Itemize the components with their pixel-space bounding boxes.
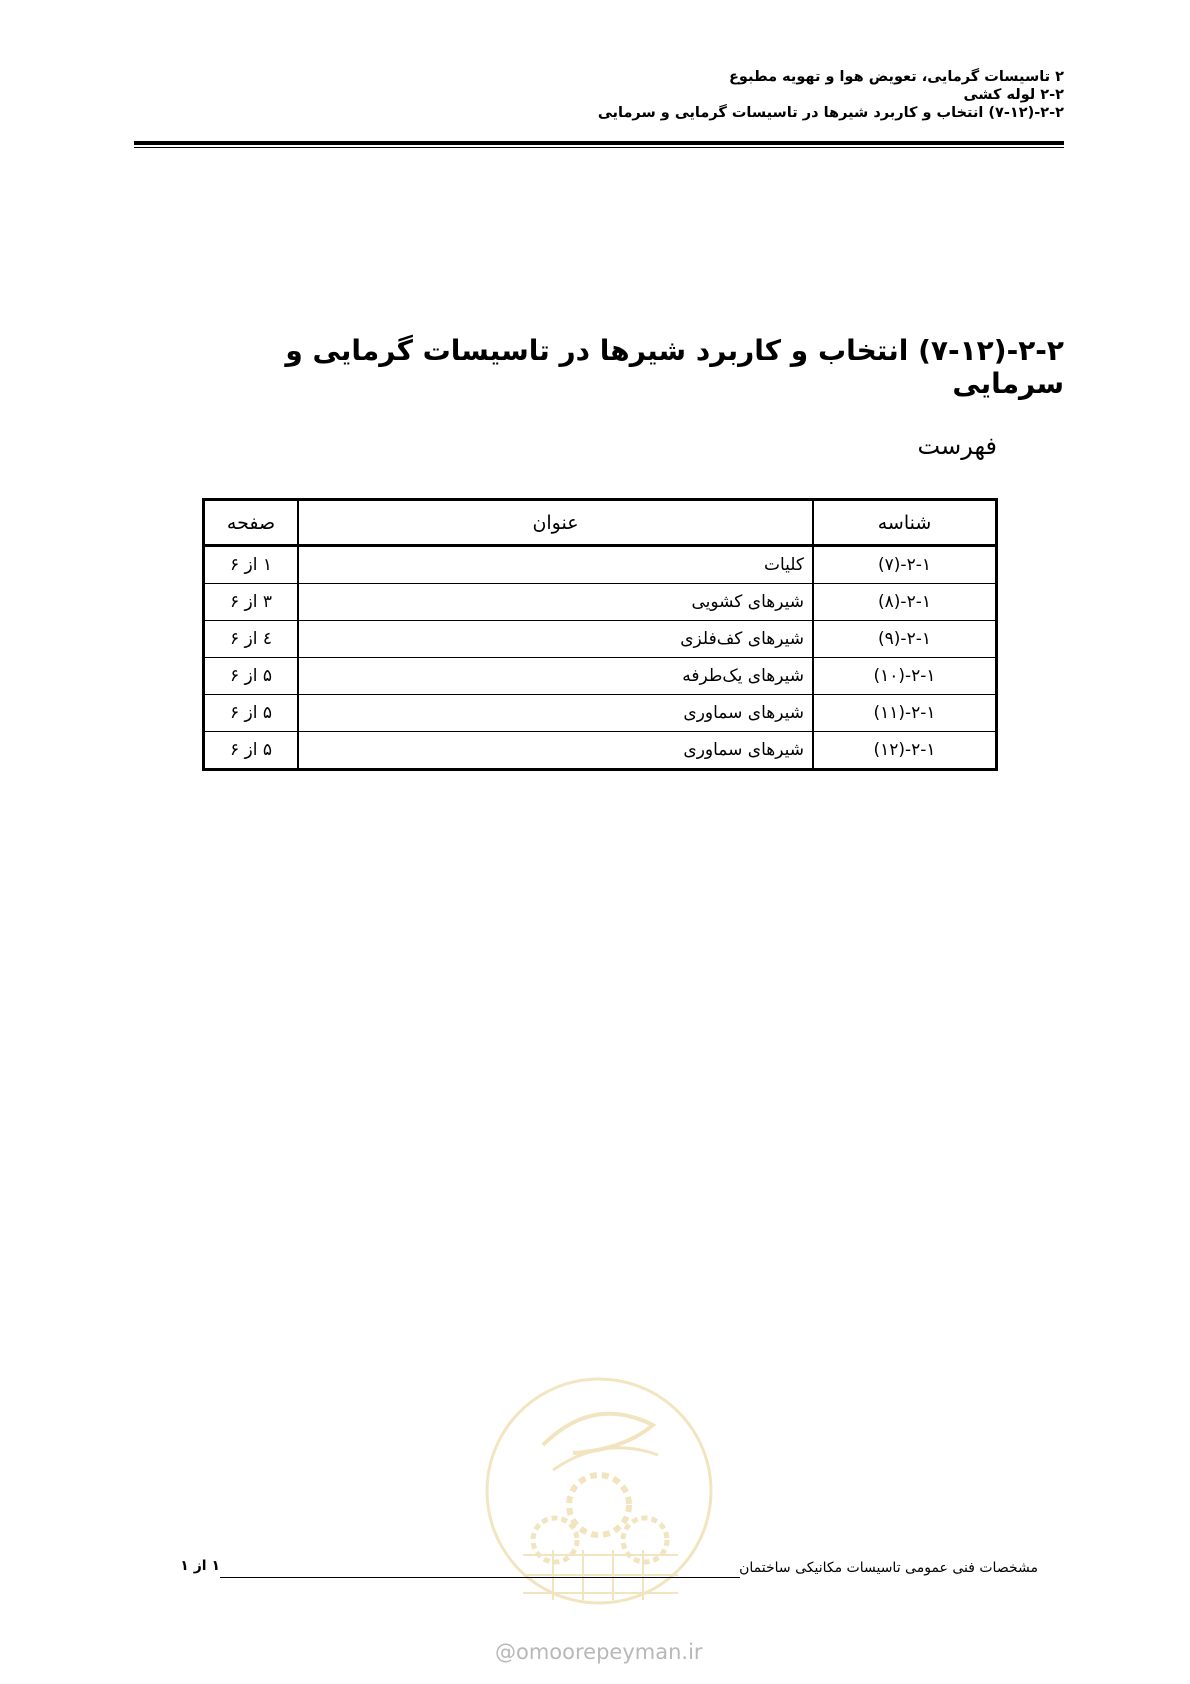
toc-heading: فهرست (917, 432, 997, 460)
page-header (134, 68, 1064, 122)
toc-cell-page: ۳ از ۶ (204, 584, 299, 621)
toc-cell-title: شیرهای کف‌فلزی (298, 621, 813, 658)
toc-cell-id: ۲-۱-(۷) (813, 546, 997, 584)
footer-divider (220, 1577, 740, 1578)
toc-cell-title: شیرهای یک‌طرفه (298, 658, 813, 695)
toc-cell-id: ۲-۱-(۹) (813, 621, 997, 658)
toc-table (202, 498, 998, 771)
toc-header-title: عنوان (298, 500, 813, 546)
toc-cell-id: ۲-۱-(۱۱) (813, 695, 997, 732)
footer-page-number: ۱ از ۱ (180, 1558, 220, 1574)
toc-cell-title: شیرهای سماوری (298, 695, 813, 732)
header-divider-thick (134, 141, 1064, 145)
toc-cell-page: ۱ از ۶ (204, 546, 299, 584)
toc-cell-id: ۲-۱-(۸) (813, 584, 997, 621)
header-subsection: ۲-۲-(۷-۱۲) انتخاب و کاربرد شیرها در تاسیسات گرمایی و سرمایی (597, 105, 1064, 121)
toc-header-id: شناسه (813, 500, 997, 546)
table-row (204, 732, 997, 770)
table-row (204, 546, 997, 584)
header-divider-thin (134, 147, 1064, 148)
toc-cell-title: شیرهای کشویی (298, 584, 813, 621)
table-row (204, 584, 997, 621)
toc-header-row (204, 500, 997, 546)
toc-cell-page: ٤ از ۶ (204, 621, 299, 658)
toc-cell-page: ۵ از ۶ (204, 695, 299, 732)
seal-gears-icon (483, 1375, 715, 1607)
table-row (204, 621, 997, 658)
header-chapter: ۲ تاسیسات گرمایی، تعویض هوا و تهویه مطبوع (729, 69, 1064, 85)
toc-cell-title: شیرهای سماوری (298, 732, 813, 770)
toc-header-page: صفحه (204, 500, 299, 546)
toc-cell-id: ۲-۱-(۱۰) (813, 658, 997, 695)
table-row (204, 695, 997, 732)
toc-cell-title: کلیات (298, 546, 813, 584)
toc-cell-page: ۵ از ۶ (204, 732, 299, 770)
toc-cell-page: ۵ از ۶ (204, 658, 299, 695)
watermark-url: @omoorepeyman.ir (495, 1640, 703, 1664)
header-section: ۲-۲ لوله کشی (963, 87, 1064, 103)
page-title: ۲-۲-(۷-۱۲) انتخاب و کاربرد شیرها در تاسیسات گرمایی و سرمایی (285, 334, 1064, 400)
table-row (204, 658, 997, 695)
footer-document-title: مشخصات فنی عمومی تاسیسات مکانیکی ساختمان (739, 1560, 1038, 1576)
toc-cell-id: ۲-۱-(۱۲) (813, 732, 997, 770)
